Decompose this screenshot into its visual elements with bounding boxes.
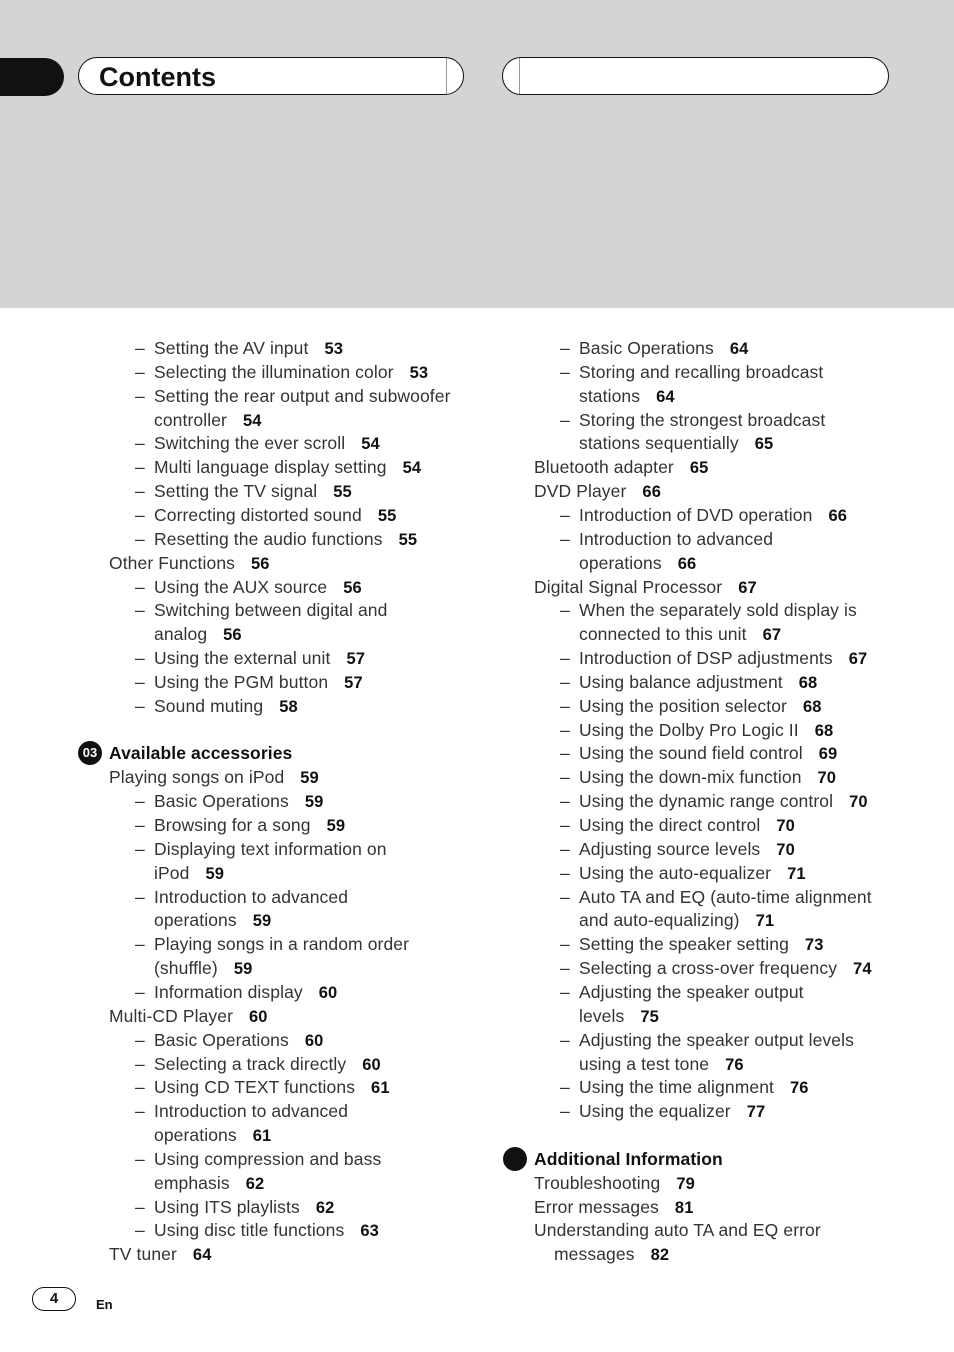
entry-text: Selecting a cross-over frequency — [579, 958, 838, 979]
toc-entry[interactable] — [109, 1004, 268, 1029]
page-ref: 82 — [650, 1246, 670, 1265]
dash-bullet: – — [560, 838, 570, 859]
toc-sub-entry[interactable] — [579, 861, 806, 886]
entry-text: Sound muting — [154, 695, 264, 716]
entry-text: DVD Player — [534, 481, 627, 502]
page-ref: 66 — [642, 483, 661, 502]
dash-bullet: – — [135, 457, 145, 478]
dash-bullet: – — [135, 1148, 145, 1169]
toc-sub-entry[interactable] — [579, 336, 748, 361]
entry-text: Using the AUX source — [154, 576, 328, 597]
toc-section-heading — [534, 1147, 723, 1171]
dash-bullet: – — [135, 504, 145, 525]
entry-text: Using balance adjustment — [579, 671, 783, 692]
entry-text: messages — [554, 1244, 635, 1265]
entry-text: Using the Dolby Pro Logic II — [579, 719, 799, 740]
entry-text: Browsing for a song — [154, 815, 311, 835]
toc-entry[interactable] — [109, 1242, 211, 1267]
page-ref: 67 — [738, 578, 757, 597]
page-ref: 61 — [252, 1127, 272, 1146]
toc-sub-entry[interactable] — [579, 694, 822, 719]
dash-bullet: – — [560, 671, 570, 692]
entry-text: Troubleshooting — [534, 1172, 661, 1193]
toc-sub-entry-continued[interactable] — [154, 908, 271, 933]
entry-text: Introduction of DVD operation — [579, 504, 813, 525]
entry-text: and auto-equalizing) — [579, 910, 740, 931]
entry-text: Digital Signal Processor — [534, 576, 723, 597]
entry-text: stations — [579, 385, 641, 406]
page-ref: 53 — [324, 340, 343, 358]
dash-bullet: – — [560, 695, 570, 716]
entry-text: Using the down-mix function — [579, 767, 802, 788]
entry-text: Using the equalizer — [579, 1101, 731, 1122]
toc-sub-entry[interactable] — [154, 932, 409, 956]
dash-bullet: – — [560, 886, 570, 907]
toc-sub-entry[interactable] — [579, 408, 825, 432]
toc-entry[interactable] — [109, 551, 270, 576]
page-ref: 65 — [754, 435, 774, 454]
toc-sub-entry[interactable] — [579, 1075, 809, 1100]
entry-text: Introduction of DSP adjustments — [579, 648, 833, 669]
dash-bullet: – — [560, 934, 570, 955]
page-ref: 68 — [802, 697, 822, 716]
page-title: Contents — [99, 62, 216, 92]
toc-sub-entry-continued[interactable] — [579, 551, 696, 576]
page-ref: 61 — [371, 1079, 390, 1098]
entry-text: Using the sound field control — [579, 743, 803, 764]
entry-text: Basic Operations — [154, 791, 289, 812]
page-ref: 68 — [798, 673, 818, 692]
entry-text: Setting the rear output and subwoofer — [154, 385, 451, 406]
toc-sub-entry[interactable] — [154, 1147, 381, 1171]
page-ref: 59 — [233, 960, 253, 979]
toc-sub-entry[interactable] — [579, 598, 857, 622]
dash-bullet: – — [135, 671, 145, 692]
dash-bullet: – — [135, 791, 145, 812]
entry-text: Selecting a track directly — [154, 1053, 347, 1074]
toc-sub-entry[interactable] — [579, 360, 823, 384]
page-ref: 67 — [848, 650, 868, 669]
entry-text: Setting the speaker setting — [579, 934, 789, 955]
toc-sub-entry[interactable] — [154, 1218, 379, 1243]
page-ref: 60 — [318, 983, 338, 1002]
page-ref: 62 — [315, 1198, 335, 1217]
entry-text: Playing songs in a random order — [154, 934, 410, 955]
page-ref: 64 — [729, 340, 749, 358]
toc-sub-entry[interactable] — [579, 837, 795, 862]
dash-bullet: – — [560, 528, 570, 549]
dash-bullet: – — [560, 361, 570, 382]
toc-sub-entry-continued[interactable] — [579, 1052, 744, 1077]
entry-text: Information display — [154, 981, 303, 1002]
toc-sub-entry[interactable] — [579, 527, 773, 551]
dash-bullet: – — [560, 743, 570, 764]
entry-text: operations — [154, 910, 237, 931]
page-ref: 69 — [818, 745, 838, 764]
page-ref: 77 — [746, 1103, 766, 1122]
toc-sub-entry-continued[interactable] — [154, 408, 262, 433]
toc-sub-entry[interactable] — [154, 431, 380, 456]
dash-bullet: – — [560, 1029, 570, 1050]
toc-sub-entry[interactable] — [154, 1052, 381, 1077]
toc-sub-entry-continued[interactable] — [154, 622, 242, 647]
page-ref: 64 — [192, 1246, 212, 1265]
toc-sub-entry[interactable] — [154, 694, 298, 719]
toc-sub-entry[interactable] — [154, 1075, 390, 1100]
page-ref: 62 — [245, 1174, 265, 1193]
page-ref: 67 — [762, 626, 782, 645]
header-band — [0, 0, 954, 308]
toc-sub-entry[interactable] — [154, 646, 365, 671]
dash-bullet: – — [135, 648, 145, 669]
title-pill — [78, 57, 464, 95]
dash-bullet: – — [135, 981, 145, 1002]
page-ref: 55 — [333, 483, 352, 502]
entry-text: analog — [154, 624, 208, 645]
language-code: En — [96, 1297, 113, 1312]
toc-entry[interactable] — [534, 1195, 693, 1220]
toc-sub-entry-continued[interactable] — [154, 1123, 271, 1148]
toc-sub-entry[interactable] — [579, 741, 837, 766]
page-ref: 73 — [804, 936, 824, 955]
entry-text: using a test tone — [579, 1053, 710, 1074]
page-ref: 56 — [251, 554, 270, 573]
toc-sub-entry[interactable] — [154, 384, 451, 408]
toc-sub-entry-continued[interactable] — [579, 1004, 659, 1029]
page-ref: 76 — [725, 1055, 744, 1074]
dash-bullet: – — [135, 1196, 145, 1217]
page-ref: 57 — [346, 650, 365, 669]
entry-text: Basic Operations — [154, 1029, 289, 1050]
dash-bullet: – — [560, 1101, 570, 1122]
page-ref: 58 — [279, 697, 298, 716]
entry-text: Error messages — [534, 1196, 659, 1217]
dash-bullet: – — [135, 934, 145, 955]
toc-sub-entry[interactable] — [154, 575, 362, 600]
section-number-badge: 03 — [78, 741, 102, 765]
toc-sub-entry[interactable] — [579, 956, 872, 981]
page-ref: 59 — [326, 817, 346, 835]
toc-sub-entry[interactable] — [579, 1028, 854, 1052]
toc-sub-entry-continued[interactable] — [579, 384, 675, 409]
toc-entry[interactable] — [534, 479, 661, 504]
toc-sub-entry[interactable] — [154, 837, 387, 861]
entry-text: Displaying text information on — [154, 838, 387, 859]
dash-bullet: – — [560, 1077, 570, 1098]
entry-text: Using the external unit — [154, 648, 331, 669]
entry-text: TV tuner — [109, 1244, 177, 1265]
page-ref: 54 — [361, 435, 380, 454]
section-title: Available accessories — [109, 743, 293, 764]
page-ref: 55 — [398, 530, 418, 549]
entry-text: Storing the strongest broadcast — [579, 409, 826, 430]
dash-bullet: – — [560, 338, 570, 358]
dash-bullet: – — [135, 576, 145, 597]
toc-sub-entry[interactable] — [579, 670, 817, 695]
entry-text: (shuffle) — [154, 958, 218, 979]
dash-bullet: – — [135, 815, 145, 835]
toc-entry[interactable] — [534, 1171, 695, 1196]
page-ref: 60 — [249, 1007, 268, 1026]
entry-text: Adjusting the speaker output levels — [579, 1029, 854, 1050]
section-tab-marker — [0, 58, 64, 96]
dash-bullet: – — [135, 838, 145, 859]
entry-text: Using ITS playlists — [154, 1196, 300, 1217]
toc-sub-entry-continued[interactable] — [579, 431, 773, 456]
dash-bullet: – — [135, 1053, 145, 1074]
entry-text: When the separately sold display is — [579, 600, 857, 621]
page-ref: 70 — [776, 840, 795, 859]
page-ref: 60 — [362, 1055, 381, 1074]
page-ref: 76 — [790, 1079, 809, 1098]
entry-text: iPod — [154, 862, 190, 883]
entry-text: Using the dynamic range control — [579, 791, 834, 812]
page-ref: 54 — [402, 459, 422, 478]
entry-text: Using CD TEXT functions — [154, 1077, 356, 1098]
toc-sub-entry[interactable] — [579, 765, 836, 790]
page-ref: 59 — [304, 793, 324, 812]
entry-text: Other Functions — [109, 552, 235, 573]
toc-sub-entry[interactable] — [154, 503, 396, 528]
entry-text: Multi-CD Player — [109, 1005, 234, 1026]
toc-sub-entry-continued[interactable] — [579, 908, 774, 933]
page-ref: 65 — [689, 459, 709, 478]
toc-sub-entry[interactable] — [579, 813, 795, 838]
entry-text: Using the direct control — [579, 815, 761, 835]
dash-bullet: – — [135, 1077, 145, 1098]
toc-entry[interactable] — [109, 765, 319, 790]
page-ref: 74 — [853, 960, 872, 979]
entry-text: Understanding auto TA and EQ error — [534, 1220, 821, 1241]
page-ref: 54 — [242, 411, 262, 430]
page-ref: 66 — [828, 506, 848, 525]
toc-sub-entry[interactable] — [154, 598, 387, 622]
dash-bullet: – — [135, 338, 145, 358]
entry-text: Using the position selector — [579, 695, 787, 716]
entry-text: Using the PGM button — [154, 671, 329, 692]
toc-sub-entry[interactable] — [579, 885, 872, 909]
empty-title-pill — [502, 57, 889, 95]
entry-text: levels — [579, 1005, 625, 1026]
page-ref: 71 — [755, 912, 775, 931]
entry-text: Introduction to advanced — [154, 886, 349, 907]
page-ref: 56 — [343, 578, 362, 597]
toc-sub-entry[interactable] — [154, 789, 323, 814]
toc-sub-entry[interactable] — [154, 1195, 334, 1220]
entry-text: Playing songs on iPod — [109, 767, 285, 788]
dash-bullet: – — [560, 600, 570, 621]
page-ref: 70 — [817, 769, 837, 788]
toc-entry[interactable] — [534, 1218, 821, 1242]
dash-bullet: – — [135, 1220, 145, 1241]
page-ref: 57 — [344, 673, 363, 692]
dash-bullet: – — [560, 504, 570, 525]
dash-bullet: – — [135, 385, 145, 406]
entry-text: Bluetooth adapter — [534, 457, 674, 478]
toc-sub-entry[interactable] — [579, 932, 823, 957]
toc-sub-entry[interactable] — [579, 718, 833, 743]
entry-text: Selecting the illumination color — [154, 361, 394, 382]
section-number-badge — [503, 1147, 527, 1171]
dash-bullet: – — [135, 600, 145, 621]
toc-sub-entry[interactable] — [154, 479, 352, 504]
dash-bullet: – — [560, 981, 570, 1002]
toc-sub-entry[interactable] — [154, 527, 417, 552]
page-ref: 63 — [360, 1222, 379, 1241]
toc-entry[interactable] — [534, 575, 757, 600]
toc-sub-entry[interactable] — [154, 336, 343, 361]
dash-bullet: – — [135, 886, 145, 907]
toc-sub-entry[interactable] — [579, 789, 868, 814]
page-ref: 55 — [377, 506, 397, 525]
section-title: Additional Information — [534, 1148, 723, 1169]
toc-sub-entry-continued[interactable] — [154, 1171, 264, 1196]
page-ref: 59 — [252, 912, 272, 931]
page-ref: 70 — [776, 817, 795, 835]
entry-text: Multi language display setting — [154, 457, 387, 478]
entry-text: Auto TA and EQ (auto-time alignment — [579, 886, 872, 907]
page-ref: 59 — [205, 864, 224, 883]
page-ref: 59 — [300, 769, 319, 788]
page-ref: 53 — [409, 363, 429, 382]
dash-bullet: – — [135, 481, 145, 502]
entry-text: Basic Operations — [579, 338, 714, 358]
entry-text: Using compression and bass — [154, 1148, 382, 1169]
entry-text: Adjusting source levels — [579, 838, 761, 859]
dash-bullet: – — [135, 433, 145, 454]
entry-text: operations — [154, 1125, 237, 1146]
toc-sub-entry[interactable] — [154, 980, 337, 1005]
toc-sub-entry[interactable] — [154, 455, 421, 480]
dash-bullet: – — [560, 409, 570, 430]
page-ref: 66 — [677, 554, 697, 573]
toc-sub-entry[interactable] — [579, 1099, 765, 1124]
toc-sub-entry[interactable] — [154, 885, 348, 909]
dash-bullet: – — [560, 862, 570, 883]
dash-bullet: – — [135, 1101, 145, 1122]
entry-text: Using disc title functions — [154, 1220, 345, 1241]
dash-bullet: – — [135, 1029, 145, 1050]
toc-entry-continued[interactable] — [554, 1242, 669, 1267]
page-ref: 81 — [674, 1198, 694, 1217]
entry-text: Using the time alignment — [579, 1077, 774, 1098]
entry-text: connected to this unit — [579, 624, 747, 645]
toc-sub-entry[interactable] — [579, 503, 847, 528]
toc-sub-entry[interactable] — [154, 1099, 348, 1123]
entry-text: Storing and recalling broadcast — [579, 361, 824, 382]
toc-sub-entry[interactable] — [579, 980, 804, 1004]
toc-section-heading — [109, 741, 292, 765]
entry-text: Introduction to advanced — [154, 1101, 349, 1122]
page-ref: 75 — [640, 1007, 659, 1026]
entry-text: Setting the TV signal — [154, 481, 318, 502]
dash-bullet: – — [135, 695, 145, 716]
page-ref: 64 — [656, 387, 675, 406]
entry-text: Setting the AV input — [154, 338, 309, 358]
page-ref: 71 — [787, 864, 806, 883]
entry-text: controller — [154, 409, 227, 430]
dash-bullet: – — [560, 648, 570, 669]
dash-bullet: – — [135, 528, 145, 549]
toc-entry[interactable] — [534, 455, 708, 480]
toc-sub-entry[interactable] — [154, 813, 345, 838]
page-ref: 70 — [849, 793, 868, 812]
toc-sub-entry[interactable] — [579, 646, 867, 671]
page-ref: 68 — [814, 721, 834, 740]
toc-sub-entry-continued[interactable] — [154, 861, 224, 886]
entry-text: emphasis — [154, 1172, 230, 1193]
dash-bullet: – — [560, 958, 570, 979]
dash-bullet: – — [560, 767, 570, 788]
dash-bullet: – — [560, 791, 570, 812]
entry-text: Introduction to advanced — [579, 528, 774, 549]
entry-text: Switching the ever scroll — [154, 433, 346, 454]
toc-sub-entry[interactable] — [154, 360, 428, 385]
dash-bullet: – — [560, 719, 570, 740]
entry-text: stations sequentially — [579, 433, 739, 454]
toc-sub-entry[interactable] — [154, 1028, 323, 1053]
page-number: 4 — [32, 1287, 76, 1311]
entry-text: Switching between digital and — [154, 600, 388, 621]
entry-text: Correcting distorted sound — [154, 504, 362, 525]
dash-bullet: – — [560, 815, 570, 835]
page-ref: 56 — [223, 626, 242, 645]
toc-sub-entry[interactable] — [154, 670, 363, 695]
page-ref: 79 — [676, 1174, 695, 1193]
entry-text: Adjusting the speaker output — [579, 981, 804, 1002]
entry-text: Resetting the audio functions — [154, 528, 383, 549]
entry-text: Using the auto-equalizer — [579, 862, 772, 883]
dash-bullet: – — [135, 361, 145, 382]
page-ref: 60 — [304, 1031, 324, 1050]
entry-text: operations — [579, 552, 662, 573]
toc-sub-entry-continued[interactable] — [579, 622, 781, 647]
toc-sub-entry-continued[interactable] — [154, 956, 252, 981]
